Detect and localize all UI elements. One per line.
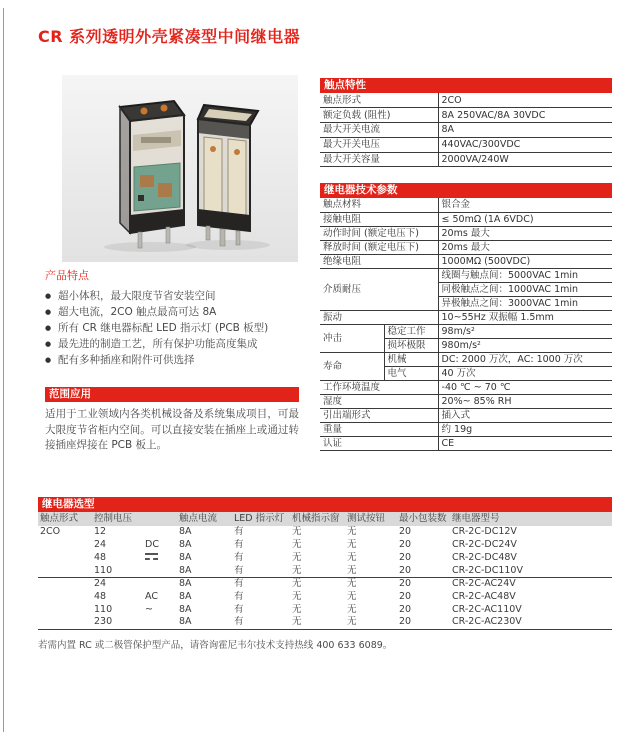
- cell-led: 有: [234, 603, 244, 615]
- application-section: [45, 387, 299, 454]
- table-row: [38, 616, 612, 629]
- cell-button: 无: [347, 578, 357, 590]
- spec-label: 动作时间 (额定电压下): [320, 226, 438, 240]
- column-header: 控制电压: [92, 512, 177, 526]
- spec-value: 插入式: [438, 408, 612, 422]
- spec-value: 异极触点之间：3000VAC 1min: [438, 296, 612, 310]
- page-edge-line: [3, 8, 4, 732]
- cell-pack: 20: [399, 538, 412, 550]
- product-photo: [62, 75, 298, 262]
- spec-label: 介质耐压: [320, 268, 438, 310]
- cell-current: 8A: [179, 578, 192, 590]
- table-row: [320, 352, 612, 366]
- cell-model: CR-2C-DC110V: [450, 565, 612, 578]
- spec-value: ≤ 50mΩ (1A 6VDC): [438, 212, 612, 226]
- cell-led: 有: [234, 590, 244, 602]
- cell-sym: [143, 565, 177, 578]
- spec-value: 20%~ 85% RH: [438, 394, 612, 408]
- cell-form: 2CO: [40, 526, 61, 537]
- cell-voltage: 110: [94, 603, 113, 615]
- cell-form: [38, 565, 92, 578]
- spec-sublabel: 机械: [384, 352, 438, 366]
- spec-value: 40 万次: [438, 366, 612, 380]
- cell-current: 8A: [179, 603, 192, 615]
- application-heading: 范围应用: [45, 387, 299, 402]
- feature-item: ● 超大电流，2CO 触点最高可达 8A: [45, 304, 305, 320]
- spec-label: 接触电阻: [320, 212, 438, 226]
- table-row: [320, 108, 612, 123]
- contact-table-heading: 触点特性: [320, 78, 612, 93]
- cell-voltage: 110: [92, 565, 143, 578]
- table-row: [320, 212, 612, 226]
- cell-model: CR-2C-AC230V: [450, 616, 612, 629]
- cell-led: 有: [234, 551, 244, 563]
- spec-value: 2000VA/240W: [438, 152, 612, 167]
- cell-form: [38, 578, 92, 591]
- cell-button: 无: [345, 616, 397, 629]
- cell-model: CR-2C-DC24V: [452, 538, 517, 550]
- relay-selection-table: [38, 497, 612, 630]
- spec-value: 8A 250VAC/8A 30VDC: [438, 108, 612, 123]
- spec-value: 10~55Hz 双振幅 1.5mm: [438, 310, 612, 324]
- page-title: CR 系列透明外壳紧凑型中间继电器: [38, 27, 301, 46]
- relay-product-illustration: [62, 75, 298, 262]
- cell-pack: 20: [399, 590, 412, 602]
- spec-value: 440VAC/300VDC: [438, 137, 612, 152]
- spec-value: 线圈与触点间：5000VAC 1min: [438, 268, 612, 282]
- cell-led: 有: [232, 565, 290, 578]
- cell-current: 8A: [179, 526, 192, 537]
- footnote-text: 若需内置 RC 或二极管保护型产品，请咨询霍尼韦尔技术支持热线 400 633 6089。: [38, 640, 393, 651]
- spec-value: 980m/s²: [438, 338, 612, 352]
- cell-button: 无: [345, 565, 397, 578]
- feature-item: ● 超小体积，最大限度节省安装空间: [45, 288, 305, 304]
- spec-label: 工作环境温度: [320, 380, 438, 394]
- cell-voltage: 230: [92, 616, 143, 629]
- features-heading: 产品特点: [45, 269, 89, 282]
- application-text: 适用于工业领域内各类机械设备及系统集成项目，可最大限度节省柜内空间。可以直接安装在插座上或通过转接插座焊接在 PCB 板上。: [45, 408, 299, 451]
- spec-label: 寿命: [320, 352, 384, 380]
- cell-voltage: 48: [94, 551, 107, 563]
- cell-pack: 20: [399, 603, 412, 615]
- cell-voltage: 48: [94, 590, 107, 602]
- spec-value: -40 ℃ ~ 70 ℃: [438, 380, 612, 394]
- cell-led: 有: [234, 538, 244, 550]
- cell-current: 8A: [177, 565, 232, 578]
- table-row: [320, 268, 612, 282]
- table-row: [320, 240, 612, 254]
- spec-label: 额定负载 (阻性): [320, 108, 438, 123]
- table-row: [38, 526, 612, 539]
- cell-form: [38, 591, 92, 604]
- cell-sym: AC: [145, 590, 158, 602]
- cell-pack: 20: [399, 578, 412, 590]
- table-row: [320, 436, 612, 450]
- cell-voltage: 24: [94, 578, 107, 590]
- spec-label: 重量: [320, 422, 438, 436]
- spec-label: 最大开关容量: [320, 152, 438, 167]
- spec-value: CE: [438, 436, 612, 450]
- selection-table-heading: 继电器选型: [38, 497, 612, 512]
- feature-item: ● 最先进的制造工艺，所有保护功能高度集成: [45, 336, 305, 352]
- spec-value: 8A: [438, 123, 612, 138]
- cell-current: 8A: [177, 616, 232, 629]
- table-row: [320, 380, 612, 394]
- spec-value: 20ms 最大: [438, 226, 612, 240]
- table-row: [38, 604, 612, 617]
- cell-led: 有: [234, 578, 244, 590]
- cell-led: 有: [232, 616, 290, 629]
- feature-item: ● 所有 CR 继电器标配 LED 指示灯 (PCB 板型): [45, 320, 305, 336]
- dc-symbol-icon: [145, 553, 158, 560]
- cell-window: 无: [292, 603, 302, 615]
- spec-label: 冲击: [320, 324, 384, 352]
- spec-value: DC: 2000 万次，AC: 1000 万次: [438, 352, 612, 366]
- spec-sublabel: 稳定工作: [384, 324, 438, 338]
- cell-sym: [143, 616, 177, 629]
- cell-model: CR-2C-AC110V: [452, 603, 522, 615]
- spec-sublabel: 电气: [384, 366, 438, 380]
- cell-button: 无: [347, 526, 357, 537]
- cell-current: 8A: [179, 590, 192, 602]
- spec-label: 认证: [320, 436, 438, 450]
- table-row: [320, 152, 612, 167]
- cell-button: 无: [347, 551, 357, 563]
- table-row: [320, 254, 612, 268]
- column-header: 机械指示窗: [290, 512, 345, 526]
- relay-left-photo: [120, 101, 184, 248]
- column-header: 最小包装数: [397, 512, 450, 526]
- spec-value: 同极触点之间：1000VAC 1min: [438, 282, 612, 296]
- cell-model: CR-2C-AC24V: [452, 578, 516, 590]
- table-row: [38, 539, 612, 552]
- spec-value: 20ms 最大: [438, 240, 612, 254]
- cell-form: [38, 616, 92, 629]
- contact-characteristics-table: [320, 78, 612, 167]
- cell-window: 无: [292, 551, 302, 563]
- column-header: LED 指示灯: [232, 512, 290, 526]
- column-header: 触点形式: [38, 512, 92, 526]
- cell-sym: [143, 526, 177, 539]
- spec-value: 98m/s²: [438, 324, 612, 338]
- table-row: [320, 93, 612, 108]
- spec-label: 振动: [320, 310, 438, 324]
- cell-pack: 20: [399, 551, 412, 563]
- cell-sym: [143, 551, 177, 565]
- spec-label: 触点材料: [320, 198, 438, 212]
- table-row: [38, 551, 612, 565]
- cell-form: [38, 539, 92, 552]
- cell-pack: 20: [397, 565, 450, 578]
- table-row: [320, 422, 612, 436]
- cell-sym: [143, 578, 177, 591]
- column-header: 测试按钮: [345, 512, 397, 526]
- features-list: [45, 288, 305, 368]
- cell-window: 无: [292, 590, 302, 602]
- table-row: [38, 565, 612, 578]
- cell-window: 无: [290, 616, 345, 629]
- cell-pack: 20: [397, 616, 450, 629]
- spec-label: 引出端形式: [320, 408, 438, 422]
- table-row: [320, 394, 612, 408]
- table-row: [320, 324, 612, 338]
- spec-sublabel: 损坏极限: [384, 338, 438, 352]
- cell-button: 无: [347, 590, 357, 602]
- spec-label: 最大开关电压: [320, 137, 438, 152]
- feature-item: ● 配有多种插座和附件可供选择: [45, 352, 305, 368]
- cell-window: 无: [292, 538, 302, 550]
- spec-value: 2CO: [438, 93, 612, 108]
- cell-voltage: 12: [94, 526, 107, 537]
- cell-model: CR-2C-AC48V: [452, 590, 516, 602]
- spec-label: 绝缘电阻: [320, 254, 438, 268]
- cell-led: 有: [234, 526, 244, 537]
- column-header: 触点电流: [177, 512, 232, 526]
- cell-voltage: 24: [94, 538, 107, 550]
- table-row: [38, 578, 612, 591]
- cell-current: 8A: [179, 551, 192, 563]
- table-row: [320, 226, 612, 240]
- cell-model: CR-2C-DC12V: [452, 526, 517, 537]
- selection-header-row: [38, 512, 612, 526]
- table-row: [320, 198, 612, 212]
- spec-label: 触点形式: [320, 93, 438, 108]
- column-header: 继电器型号: [450, 512, 612, 526]
- spec-label: 最大开关电流: [320, 123, 438, 138]
- spec-label: 释放时间 (额定电压下): [320, 240, 438, 254]
- table-row: [320, 310, 612, 324]
- cell-current: 8A: [179, 538, 192, 550]
- table-row: [38, 591, 612, 604]
- cell-form: [38, 604, 92, 617]
- features-section: [45, 267, 305, 368]
- spec-value: 1000MΩ (500VDC): [438, 254, 612, 268]
- table-row: [320, 123, 612, 138]
- relay-right-photo: [198, 105, 258, 246]
- cell-sym: DC: [145, 538, 159, 550]
- cell-button: 无: [347, 538, 357, 550]
- cell-window: 无: [290, 565, 345, 578]
- table-row: [320, 408, 612, 422]
- technical-parameters-table: [320, 183, 612, 451]
- spec-label: 湿度: [320, 394, 438, 408]
- cell-window: 无: [292, 578, 302, 590]
- spec-value: 约 19g: [438, 422, 612, 436]
- ac-symbol-icon: ~: [145, 603, 153, 615]
- cell-button: 无: [347, 603, 357, 615]
- cell-model: CR-2C-DC48V: [452, 551, 517, 563]
- cell-form: [38, 551, 92, 565]
- table-row: [320, 137, 612, 152]
- cell-pack: 20: [399, 526, 412, 537]
- cell-window: 无: [292, 526, 302, 537]
- tech-table-heading: 继电器技术参数: [320, 183, 612, 198]
- spec-value: 银合金: [438, 198, 612, 212]
